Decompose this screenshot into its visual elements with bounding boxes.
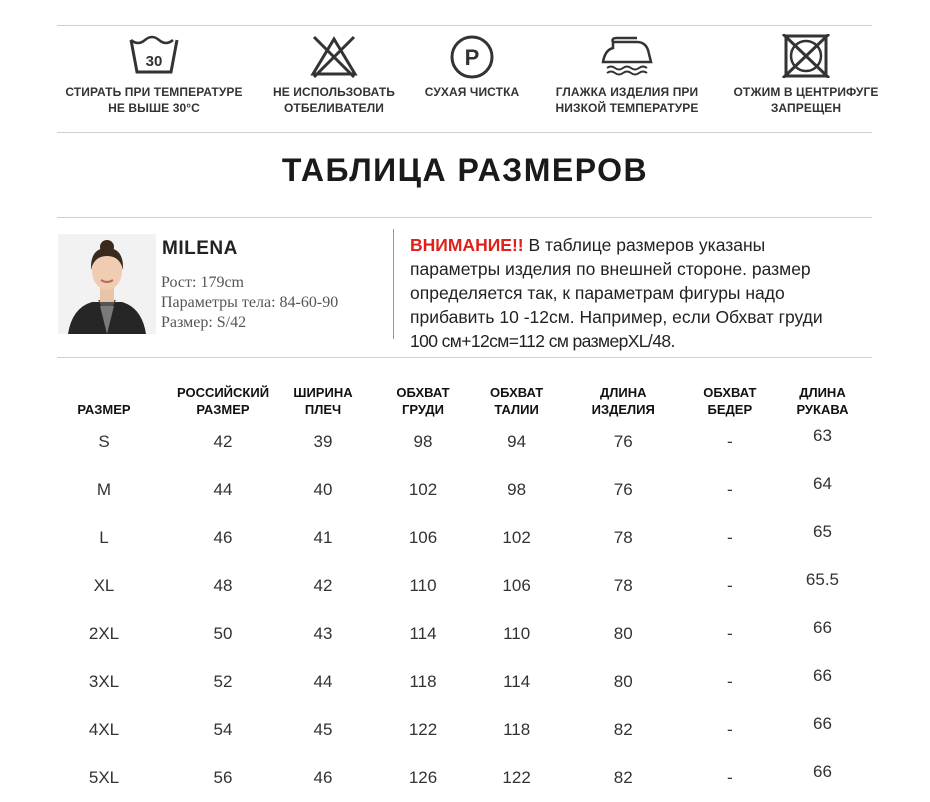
cell-waist: 98 (507, 480, 527, 499)
care-label-line: НЕ ИСПОЛЬЗОВАТЬ (273, 85, 395, 99)
cell-sleeve: 66 (813, 618, 832, 637)
cell-waist: 122 (502, 768, 531, 787)
notice-divider (57, 357, 872, 358)
table-row (52, 706, 888, 754)
care-label-line: ОТЖИМ В ЦЕНТРИФУГЕ (733, 85, 879, 99)
cell-chest: 110 (409, 576, 437, 595)
cell-ru-size: 50 (213, 624, 233, 643)
notice-line: определяется так, к параметрам фигуры надо (410, 283, 785, 303)
cell-waist: 118 (503, 720, 531, 739)
cell-hips: - (727, 768, 733, 787)
no-bleach-icon (308, 34, 360, 78)
notice-line (410, 233, 880, 257)
header-length: ДЛИНА ИЗДЕЛИЯ (591, 385, 655, 417)
header-sleeve: ДЛИНА РУКАВА (796, 385, 849, 417)
cell-chest: 98 (413, 432, 433, 451)
care-divider (57, 132, 872, 133)
cell-length: 80 (613, 672, 633, 691)
cell-size: 4XL (88, 720, 120, 739)
care-label (57, 84, 251, 116)
care-iron-low (543, 34, 711, 116)
cell-shoulders: 45 (313, 720, 333, 739)
notice-warning: ВНИМАНИЕ!! (410, 235, 524, 255)
model-height: Рост: 179cm (161, 274, 244, 291)
wash-30-icon (128, 34, 180, 78)
cell-length: 82 (613, 768, 633, 787)
cell-shoulders: 40 (313, 480, 333, 499)
no-tumble-dry-icon (781, 34, 831, 78)
model-params: Параметры тела: 84-60-90 (161, 294, 339, 311)
cell-shoulders: 41 (313, 528, 333, 547)
header-waist: ОБХВАТ ТАЛИИ (490, 385, 544, 417)
header-size: РАЗМЕР (77, 402, 131, 417)
cell-ru-size: 52 (213, 672, 233, 691)
cell-hips: - (727, 672, 733, 691)
model-size: Размер: S/42 (161, 314, 247, 331)
cell-chest: 126 (408, 768, 438, 787)
notice-text: В таблице размеров указаны (523, 235, 766, 255)
cell-length: 78 (613, 576, 633, 595)
care-label-line: СТИРАТЬ ПРИ ТЕМПЕРАТУРЕ (65, 85, 243, 99)
cell-ru-size: 42 (213, 432, 233, 451)
model-photo (58, 234, 156, 334)
cell-chest: 122 (408, 720, 438, 739)
header-hips: ОБХВАТ БЕДЕР (703, 385, 757, 417)
cell-waist: 94 (507, 432, 527, 451)
cell-waist: 102 (502, 528, 531, 547)
care-label (543, 84, 711, 116)
cell-sleeve: 63 (813, 426, 832, 445)
care-label-line: ЗАПРЕЩЕН (770, 101, 842, 115)
cell-length: 82 (613, 720, 633, 739)
cell-shoulders: 42 (313, 576, 333, 595)
title-divider (57, 217, 872, 218)
top-divider (57, 25, 872, 26)
size-table (52, 382, 888, 802)
care-wash-30 (57, 34, 251, 116)
notice-line: прибавить 10 -12см. Например, если Обхват груди (410, 307, 823, 327)
care-label (722, 84, 890, 116)
iron-low-icon (599, 34, 655, 78)
cell-shoulders: 44 (313, 672, 333, 691)
cell-sleeve: 65.5 (805, 570, 840, 589)
cell-hips: - (727, 720, 733, 739)
cell-chest: 118 (409, 672, 437, 691)
cell-length: 76 (613, 432, 633, 451)
cell-size: L (99, 528, 109, 547)
cell-hips: - (727, 432, 733, 451)
cell-shoulders: 39 (313, 432, 333, 451)
dry-clean-letter: P (464, 45, 480, 70)
care-label-line: СУХАЯ ЧИСТКА (424, 85, 520, 99)
cell-sleeve: 66 (813, 714, 832, 733)
cell-chest: 102 (408, 480, 438, 499)
page-title: ТАБЛИЦА РАЗМЕРОВ (281, 152, 649, 188)
cell-size: M (96, 480, 112, 499)
cell-length: 78 (613, 528, 633, 547)
cell-length: 76 (613, 480, 633, 499)
cell-hips: - (727, 528, 733, 547)
cell-waist: 114 (503, 672, 531, 691)
table-row (52, 562, 888, 610)
cell-sleeve: 64 (813, 474, 832, 493)
care-label (259, 84, 409, 116)
care-label-line: ГЛАЖКА ИЗДЕЛИЯ ПРИ (555, 85, 699, 99)
cell-chest: 106 (408, 528, 438, 547)
cell-ru-size: 46 (213, 528, 233, 547)
care-label-line: НИЗКОЙ ТЕМПЕРАТУРЕ (555, 101, 699, 115)
cell-waist: 106 (502, 576, 531, 595)
care-dry-clean (414, 34, 530, 100)
dry-clean-p-icon (446, 34, 498, 80)
vertical-separator (393, 229, 394, 339)
cell-ru-size: 56 (213, 768, 233, 787)
table-row (52, 658, 888, 706)
cell-ru-size: 54 (213, 720, 233, 739)
care-label (414, 84, 530, 100)
cell-sleeve: 66 (813, 666, 832, 685)
table-row (52, 754, 888, 802)
cell-chest: 114 (409, 624, 437, 643)
table-header-row (52, 382, 888, 418)
cell-shoulders: 46 (313, 768, 333, 787)
model-name: MILENA (162, 238, 238, 259)
cell-size: S (98, 432, 110, 451)
care-label-line: ОТБЕЛИВАТЕЛИ (283, 101, 385, 115)
table-row (52, 610, 888, 658)
cell-waist: 110 (503, 624, 531, 643)
cell-ru-size: 44 (213, 480, 233, 499)
cell-size: 3XL (88, 672, 120, 691)
header-ru-size: РОССИЙСКИЙ РАЗМЕР (176, 385, 270, 417)
cell-hips: - (727, 576, 733, 595)
cell-size: 5XL (88, 768, 120, 787)
care-no-bleach (259, 34, 409, 116)
cell-sleeve: 65 (813, 522, 832, 541)
cell-ru-size: 48 (213, 576, 233, 595)
wash-temp-text: 30 (145, 53, 163, 70)
size-notice (410, 233, 880, 353)
cell-size: 2XL (88, 624, 120, 643)
table-row (52, 514, 888, 562)
notice-line: 100 см+12см=112 см размерXL/48. (410, 331, 675, 351)
care-no-tumble-dry (722, 34, 890, 116)
cell-shoulders: 43 (313, 624, 333, 643)
care-label-line: НЕ ВЫШЕ 30°С (108, 101, 200, 115)
notice-line: параметры изделия по внешней стороне. размер (410, 259, 811, 279)
cell-size: XL (93, 576, 115, 595)
cell-hips: - (727, 480, 733, 499)
header-shoulders: ШИРИНА ПЛЕЧ (293, 385, 353, 417)
header-chest: ОБХВАТ ГРУДИ (396, 385, 450, 417)
cell-length: 80 (613, 624, 633, 643)
table-row (52, 466, 888, 514)
cell-sleeve: 66 (813, 762, 832, 781)
table-row (52, 418, 888, 466)
cell-hips: - (727, 624, 733, 643)
